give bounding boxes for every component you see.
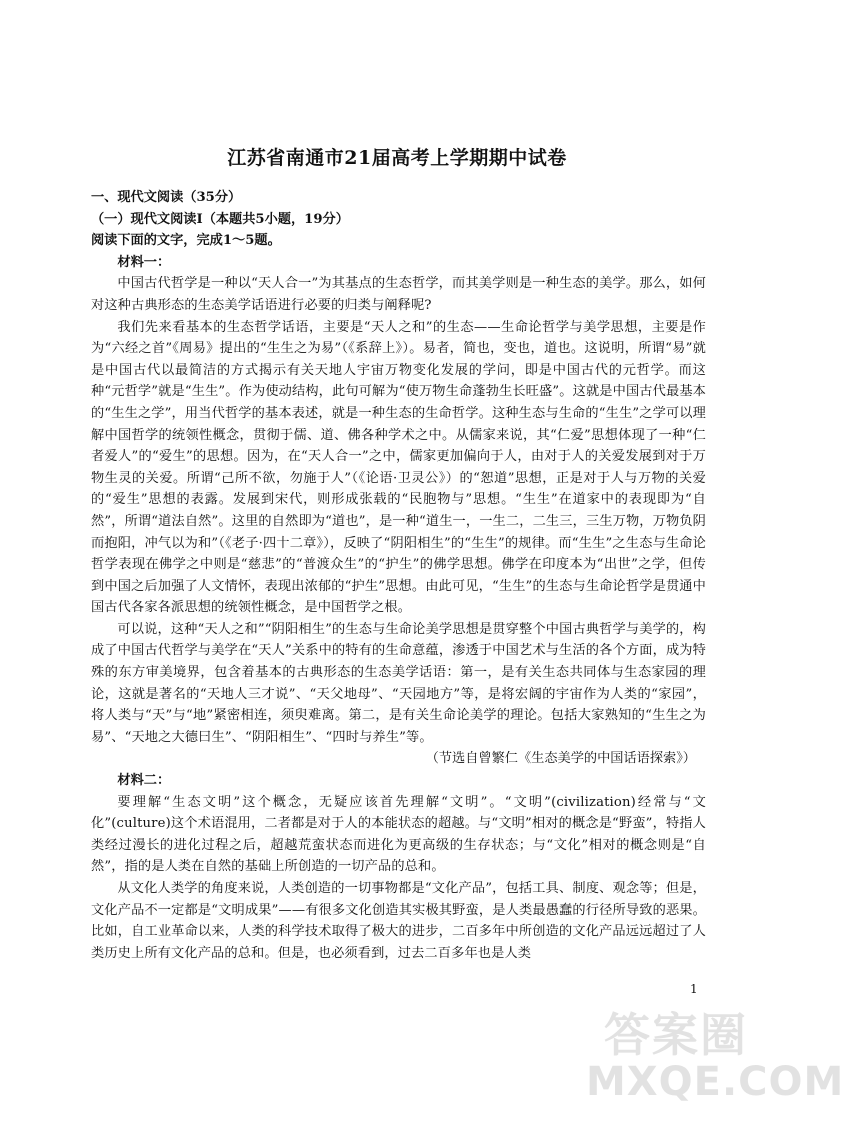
watermark-logo <box>586 999 844 1109</box>
subsection-heading: （一）现代文阅读Ⅰ（本题共5小题，19分） <box>91 211 349 227</box>
watermark-en: MXQE.COM <box>586 1059 844 1105</box>
material-one-source: （节选自曾繁仁《生态美学的中国话语探索》） <box>425 751 696 767</box>
watermark-cn: 答案圈 <box>604 1008 748 1062</box>
material-one-paragraph: 中国古代哲学是一种以“天人合一”为其基点的生态哲学，而其美学则是一种生态的美学。那么，如何对这种古典形态的生态美学话语进行必要的归类与阐释呢? <box>91 276 706 313</box>
document-body <box>91 187 706 964</box>
reading-instruction: 阅读下面的文字，完成1～5题。 <box>91 233 281 249</box>
section-heading: 一、现代文阅读（35分） <box>91 190 242 205</box>
material-two-paragraph: 要理解“生态文明”这个概念，无疑应该首先理解“文明”。“文明”(civilization)经常与“文化”(culture)这个术语混用，二者都是对于人的本能状态的超越。与“文明”相对的概念是“野蛮”，特指人类经过漫长的进化过程之后，超越荒蛮状态而进化为更高级的生存状态；与“文化”相对的概念则是“自然”，指的是人类在自然的基础上所创造的一切产品的总和。 <box>91 794 706 875</box>
material-one-paragraph: 我们先来看基本的生态哲学话语，主要是“天人之和”的生态——生命论哲学与美学思想，主要是作为“六经之首”《周易》提出的“生生之为易”（《系辞上》）。易者，简也，变也，道也。这说明，所谓“易”就是中国古代以最简洁的方式揭示有关天地人宇宙万物变化发展的学问，即是中国古代的元哲学。而这种“元哲学”就是“生生”。作为使动结构，此句可解为“使万物生命蓬勃生长旺盛”。这就是中国古代最基本的“生生之学”，用当代哲学的基本表述，就是一种生态的生命哲学。这种生态与生命的“生生”之学可以理解中国哲学的统领性概念，贯彻于儒、道、佛各种学术之中。从儒家来说，其“仁爱”思想体现了一种“仁者爱人”的“爱生”的思想。因为，在“天人合一”之中，儒家更加偏向于人，由对于人的关爱发展到对于万物生灵的关爱。所谓“己所不欲，勿施于人”（《论语·卫灵公》）的“恕道”思想，正是对于人与万物的关爱的“爱生”思想的表露。发展到宋代，则形成张载的“民胞物与”思想。“生生”在道家中的表现即为“自然”，所谓“道法自然”。这里的自然即为“道也”，是一种“道生一，一生二，二生三，三生万物，万物负阴而抱阳，冲气以为和”（《老子·四十二章》），反映了“阴阳相生”的“生生”的规律。而“生生”之生态与生命论哲学表现在佛学之中则是“慈悲”的“普渡众生”的“护生”的佛学思想。佛学在印度本为“出世”之学，但传到中国之后加强了人文情怀，表现出浓郁的“护生”思想。由此可见，“生生”的生态与生命论哲学是贯通中国古代各家各派思想的统领性概念，是中国哲学之根。 <box>91 319 706 616</box>
material-one-paragraph: 可以说，这种“天人之和”“阴阳相生”的生态与生命论美学思想是贯穿整个中国古典哲学与美学的，构成了中国古代哲学与美学在“天人”关系中的特有的生命意蕴，渗透于中国艺术与生活的各个方面，成为特殊的东方审美境界，包含着基本的古典形态的生态美学话语：第一，是有关生态共同体与生态家园的理论，这就是著名的“天地人三才说”、“天父地母”、“天园地方”等，是将宏阔的宇宙作为人类的“家园”，将人类与“天”与“地”紧密相连，须臾难离。第二，是有关生命论美学的理论。包括大家熟知的“生生之为易”、“天地之大德曰生”、“阴阳相生”、“四时与养生”等。 <box>91 621 706 745</box>
document-title: 江苏省南通市21届高考上学期期中试卷 <box>227 147 567 169</box>
material-two-label: 材料二： <box>117 773 171 789</box>
page-number: 1 <box>690 982 698 996</box>
material-two-paragraph: 从文化人类学的角度来说，人类创造的一切事物都是“文化产品”，包括工具、制度、观念等；但是，文化产品不一定都是“文明成果”——有很多文化创造其实极其野蛮，是人类最愚蠢的行径所导致的恶果。比如，自工业革命以来，人类的科学技术取得了极大的进步，二百多年中所创造的文化产品远远超过了人类历史上所有文化产品的总和。但是，也必须看到，过去二百多年也是人类 <box>91 881 706 961</box>
material-one-label: 材料一： <box>117 254 171 270</box>
